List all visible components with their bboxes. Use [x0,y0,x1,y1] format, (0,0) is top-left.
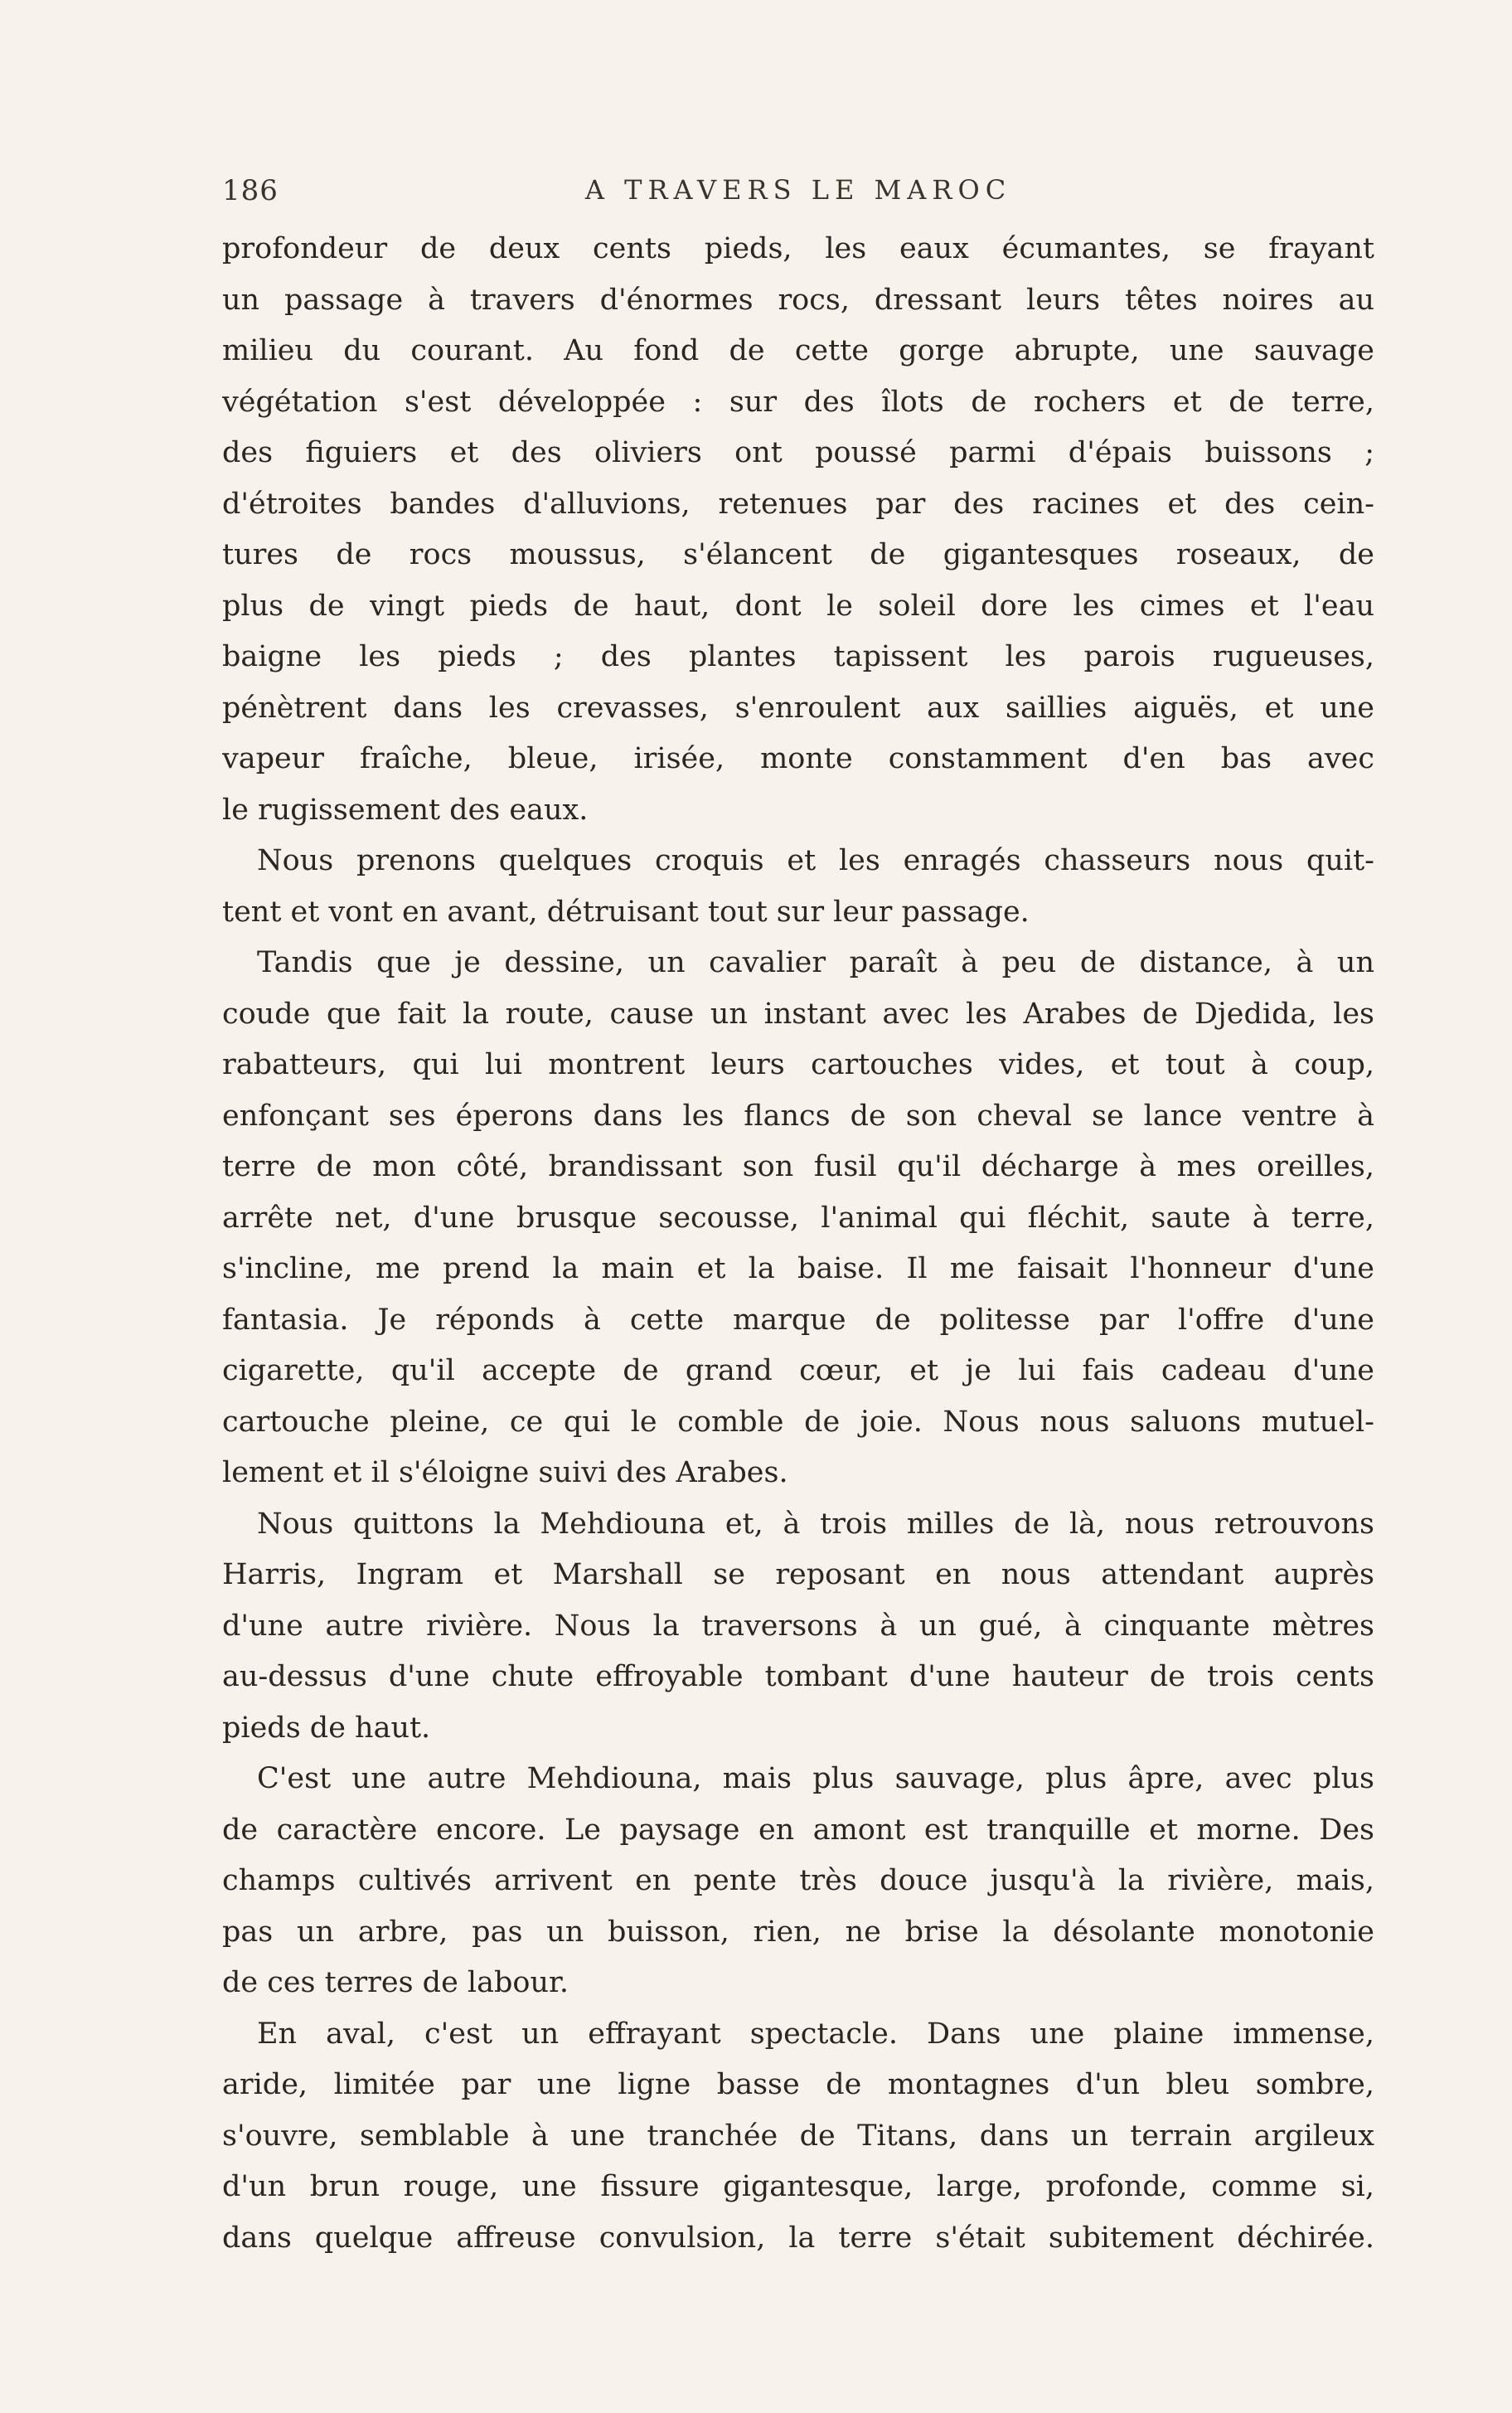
text-line: terre de mon côté, brandissant son fusil qu'il décharge à mes oreilles, [222,1150,1374,1183]
page-number: 186 [222,174,279,207]
text-line: tures de rocs moussus, s'élancent de gigantesques roseaux, de [222,538,1374,571]
text-line: s'ouvre, semblable à une tranchée de Titans, dans un terrain argileux [222,2119,1374,2153]
text-line: Nous prenons quelques croquis et les enragés chasseurs nous quit- [257,844,1374,877]
text-line: En aval, c'est un effrayant spectacle. Dans une plaine immense, [257,2017,1374,2051]
text-line: pénètrent dans les crevasses, s'enroulent aux saillies aiguës, et une [222,691,1374,725]
text-line: le rugissement des eaux. [222,793,589,827]
text-line: milieu du courant. Au fond de cette gorge abrupte, une sauvage [222,334,1374,367]
text-line: d'étroites bandes d'alluvions, retenues par des racines et des cein- [222,487,1374,521]
text-line: des figuiers et des oliviers ont poussé parmi d'épais buissons ; [222,436,1374,469]
body-text [222,224,1374,2264]
text-line: pieds de haut. [222,1711,431,1745]
text-line: d'une autre rivière. Nous la traversons à un gué, à cinquante mètres [222,1609,1374,1643]
page-header [222,174,1374,216]
text-line: végétation s'est développée : sur des îlots de rochers et de terre, [222,385,1374,419]
text-line: de caractère encore. Le paysage en amont est tranquille et morne. Des [222,1813,1374,1847]
text-line: Harris, Ingram et Marshall se reposant en nous attendant auprès [222,1558,1374,1591]
text-line: vapeur fraîche, bleue, irisée, monte constamment d'en bas avec [222,742,1374,775]
text-line: baigne les pieds ; des plantes tapissent les parois rugueuses, [222,640,1374,673]
text-line: tent et vont en avant, détruisant tout sur leur passage. [222,895,1030,929]
text-line: cigarette, qu'il accepte de grand cœur, et je lui fais cadeau d'une [222,1354,1374,1387]
text-line: profondeur de deux cents pieds, les eaux écumantes, se frayant [222,232,1374,265]
running-title: A TRAVERS LE MAROC [584,174,1012,206]
text-line: lement et il s'éloigne suivi des Arabes. [222,1456,788,1489]
text-line: un passage à travers d'énormes rocs, dressant leurs têtes noires au [222,283,1374,317]
text-line: enfonçant ses éperons dans les flancs de son cheval se lance ventre à [222,1099,1374,1133]
text-line: de ces terres de labour. [222,1966,569,1999]
text-line: au-dessus d'une chute effroyable tombant d'une hauteur de trois cents [222,1660,1374,1693]
text-line: Nous quittons la Mehdiouna et, à trois milles de là, nous retrouvons [257,1507,1374,1541]
text-line: s'incline, me prend la main et la baise. Il me faisait l'honneur d'une [222,1252,1374,1285]
text-line: champs cultivés arrivent en pente très douce jusqu'à la rivière, mais, [222,1864,1374,1897]
text-line: Tandis que je dessine, un cavalier paraît à peu de distance, à un [257,946,1374,979]
text-line: fantasia. Je réponds à cette marque de politesse par l'offre d'une [222,1303,1374,1337]
text-line: d'un brun rouge, une fissure gigantesque, large, profonde, comme si, [222,2170,1374,2203]
text-line: plus de vingt pieds de haut, dont le soleil dore les cimes et l'eau [222,589,1374,623]
text-line: aride, limitée par une ligne basse de montagnes d'un bleu sombre, [222,2068,1374,2101]
text-line: rabatteurs, qui lui montrent leurs cartouches vides, et tout à coup, [222,1048,1374,1081]
text-line: arrête net, d'une brusque secousse, l'animal qui fléchit, saute à terre, [222,1201,1374,1235]
text-line: C'est une autre Mehdiouna, mais plus sauvage, plus âpre, avec plus [257,1762,1374,1795]
text-line: coude que fait la route, cause un instant avec les Arabes de Djedida, les [222,997,1374,1031]
text-line: dans quelque affreuse convulsion, la terre s'était subitement déchirée. [222,2221,1374,2255]
text-line: cartouche pleine, ce qui le comble de joie. Nous nous saluons mutuel- [222,1405,1374,1439]
text-line: pas un arbre, pas un buisson, rien, ne brise la désolante monotonie [222,1915,1374,1949]
